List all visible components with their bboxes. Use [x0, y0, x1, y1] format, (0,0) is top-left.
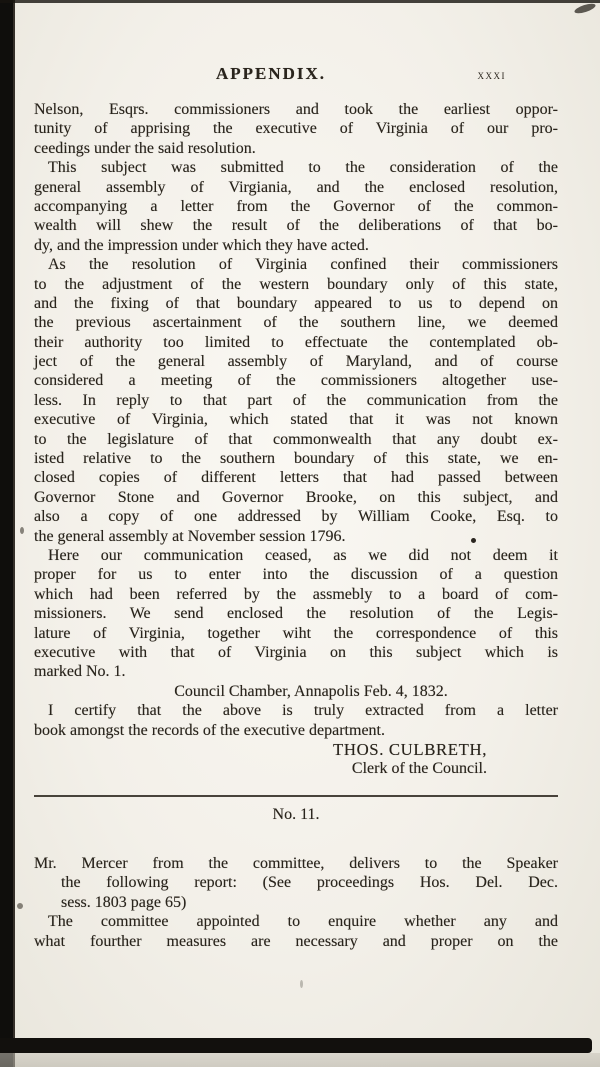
text-line: Governor Stone and Governor Brooke, on this subject, and	[34, 488, 558, 506]
paragraph-resolution-confined	[34, 255, 558, 546]
text-line: As the resolution of Virginia confined their commissioners	[48, 256, 558, 274]
text-line: which had been referred by the assmebly to a board of com-	[34, 585, 558, 603]
dateline	[34, 682, 558, 701]
paragraph-subject-submitted	[34, 158, 558, 255]
text-line: This subject was submitted to the consideration of the	[48, 159, 558, 177]
text-line: the general assembly at November session 1796.	[34, 527, 346, 545]
section-heading	[34, 805, 558, 824]
text-line: lature of Virginia, together wiht the correspondence of this	[34, 624, 558, 642]
text-line: book amongst the records of the executive department.	[34, 721, 385, 739]
text-line: accompanying a letter from the Governor of the common-	[34, 197, 558, 215]
text-line: ject of the general assembly of Maryland, and of course	[34, 353, 558, 371]
text-line: THOS. CULBRETH,	[333, 739, 487, 759]
text-line: Mr. Mercer from the committee, delivers to the Speaker	[34, 855, 558, 873]
text-line: to the adjustment of the western boundary only of this state,	[34, 275, 558, 293]
text-line: Nelson, Esqrs. commissioners and took the earliest oppor-	[34, 101, 558, 118]
scan-edge-bottom	[0, 1038, 592, 1053]
page-body	[34, 100, 558, 951]
scan-edge-bottom-shadow	[0, 1053, 600, 1067]
text-line: what fourther measures are necessary and proper on the	[34, 932, 558, 950]
text-line: less. In reply to that part of the communication from the	[34, 391, 558, 409]
text-line: executive with that of Virginia on this subject which is	[34, 643, 558, 661]
text-line: closed copies of different letters that had passed between	[34, 469, 558, 487]
ink-speck	[300, 980, 303, 988]
text-line: executive of Virginia, which stated that it was not known	[34, 411, 558, 429]
ink-speck	[17, 903, 23, 909]
report-intro	[34, 854, 558, 912]
text-line: Here our communication ceased, as we did not deem it	[48, 546, 558, 564]
ink-smudge	[573, 2, 596, 15]
scan-edge-left	[0, 0, 15, 1067]
text-line: sess. 1803 page 65)	[61, 893, 187, 911]
text-line: considered a meeting of the commissioners altogether use-	[34, 372, 558, 390]
ink-speck	[20, 527, 24, 534]
text-line: marked No. 1.	[34, 663, 126, 681]
text-line: and the fixing of that boundary appeared to us to depend on	[34, 294, 558, 312]
paragraph-committee-appointed	[34, 912, 558, 951]
text-line: missioners. We send enclosed the resolution of the Legis-	[34, 605, 558, 623]
text-line: dy, and the impression under which they have acted.	[34, 236, 369, 254]
page-number: xxxi	[477, 67, 506, 82]
text-line: No. 11.	[272, 805, 320, 823]
text-line: the following report: (See proceedings Hos. Del. Dec.	[61, 874, 558, 892]
text-line: the previous ascertainment of the southern line, we deemed	[34, 314, 558, 332]
text-line: proper for us to enter into the discussion of a question	[34, 566, 558, 584]
text-line: Clerk of the Council.	[351, 760, 487, 778]
text-line: to the legislature of that commonwealth that any doubt ex-	[34, 430, 558, 448]
text-line: their authority too limited to effectuate the contemplated ob-	[34, 333, 558, 351]
paragraph-communication-ceased	[34, 546, 558, 682]
text-line: wealth will shew the result of the deliberations of that bo-	[34, 217, 558, 235]
text-line: ceedings under the said resolution.	[34, 139, 256, 157]
page-header	[34, 64, 558, 90]
text-line: The committee appointed to enquire whether any and	[48, 913, 558, 931]
text-line: tunity of apprising the executive of Virginia of our pro-	[34, 120, 558, 138]
page-title: APPENDIX.	[215, 64, 327, 83]
text-line: I certify that the above is truly extracted from a letter	[48, 702, 558, 720]
signature	[34, 740, 558, 779]
certification	[34, 701, 558, 740]
section-divider	[34, 795, 558, 797]
text-line: Council Chamber, Annapolis Feb. 4, 1832.	[174, 682, 448, 700]
text-line: general assembly of Virgiania, and the enclosed resolution,	[34, 178, 558, 196]
text-line: also a copy of one addressed by William Cooke, Esq. to	[34, 508, 558, 526]
text-line: isted relative to the southern boundary of this state, we en-	[34, 450, 558, 468]
scan-edge-top	[0, 0, 600, 3]
paragraph-opening	[34, 100, 558, 158]
